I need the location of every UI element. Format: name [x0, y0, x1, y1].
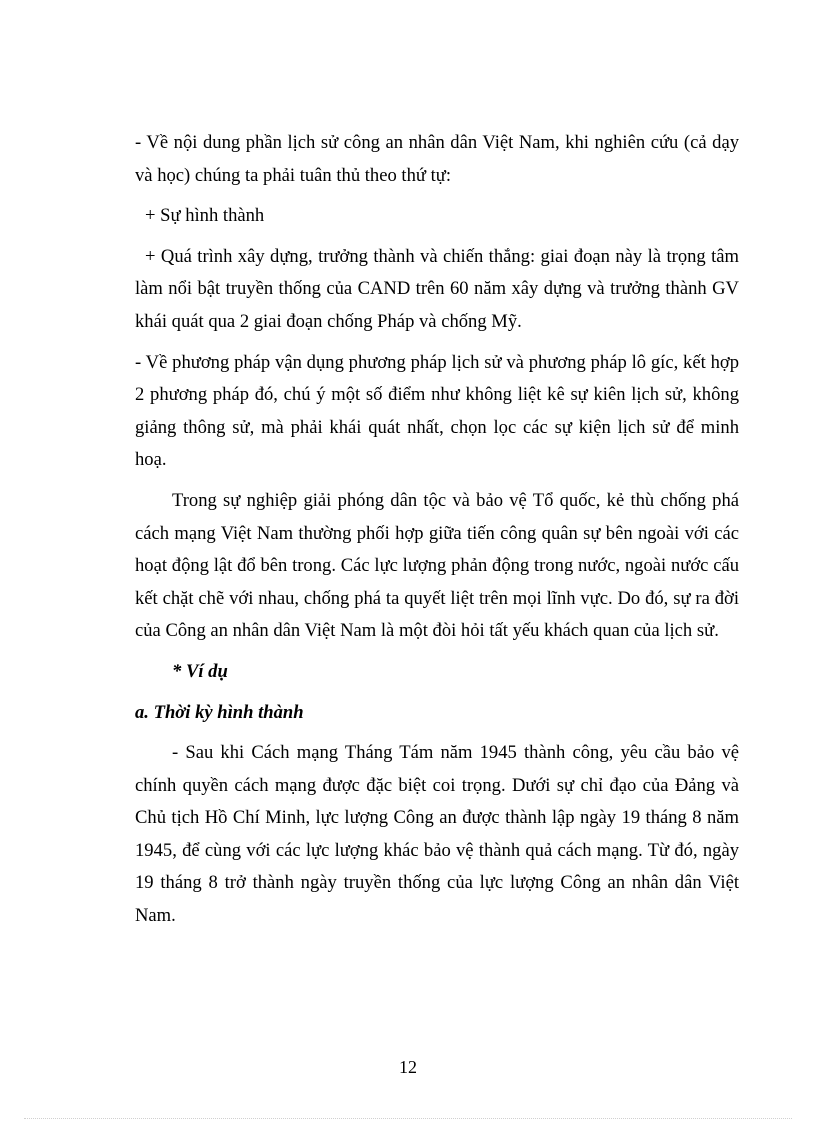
paragraph-method: - Về phương pháp vận dụng phương pháp lịch sử và phương pháp lô gíc, kết hợp 2 phương pháp đó, chú ý một số điểm như không liệt kê sự kiên lịch sử, không giảng thông sử, mà phải khái quát nhất, chọn lọc các sự kiện lịch sử để minh hoạ. — [135, 351, 739, 471]
paragraph-context: Trong sự nghiệp giải phóng dân tộc và bảo vệ Tổ quốc, kẻ thù chống phá cách mạng Việt Nam thường phối hợp giữa tiến công quân sự bên ngoài với các hoạt động lật đổ bên trong. Các lực lượng phản động trong nước, ngoài nước cấu kết chặt chẽ với nhau, chống phá ta quyết liệt trên mọi lĩnh vực. Do đó, sự ra đời của Công an nhân dân Việt Nam là một đòi hỏi tất yếu khách quan của lịch sử. — [135, 489, 739, 642]
list-item-formation: + Sự hình thành — [145, 205, 265, 227]
section-heading: a. Thời kỳ hình thành — [135, 701, 304, 723]
paragraph-formation-period: - Sau khi Cách mạng Tháng Tám năm 1945 thành công, yêu cầu bảo vệ chính quyền cách mạng được đặc biệt coi trọng. Dưới sự chỉ đạo của Đảng và Chủ tịch Hồ Chí Minh, lực lượng Công an được thành lập ngày 19 tháng 8 năm 1945, để cùng với các lực lượng khác bảo vệ thành quả cách mạng. Từ đó, ngày 19 tháng 8 trở thành ngày truyền thống của lực lượng Công an nhân dân Việt Nam. — [135, 742, 739, 927]
page-number: 12 — [399, 1057, 417, 1077]
example-heading: * Ví dụ — [172, 660, 228, 682]
page-bottom-divider — [24, 1118, 792, 1119]
paragraph-content-order: - Về nội dung phần lịch sử công an nhân dân Việt Nam, khi nghiên cứu (cả dạy và học) chúng ta phải tuân thủ theo thứ tự: — [135, 132, 739, 186]
list-item-development: + Quá trình xây dựng, trưởng thành và chiến thắng: giai đoạn này là trọng tâm làm nổi bật truyền thống của CAND trên 60 năm xây dựng và trưởng thành GV khái quát qua 2 giai đoạn chống Pháp và chống Mỹ. — [135, 245, 739, 332]
document-body — [135, 127, 739, 941]
